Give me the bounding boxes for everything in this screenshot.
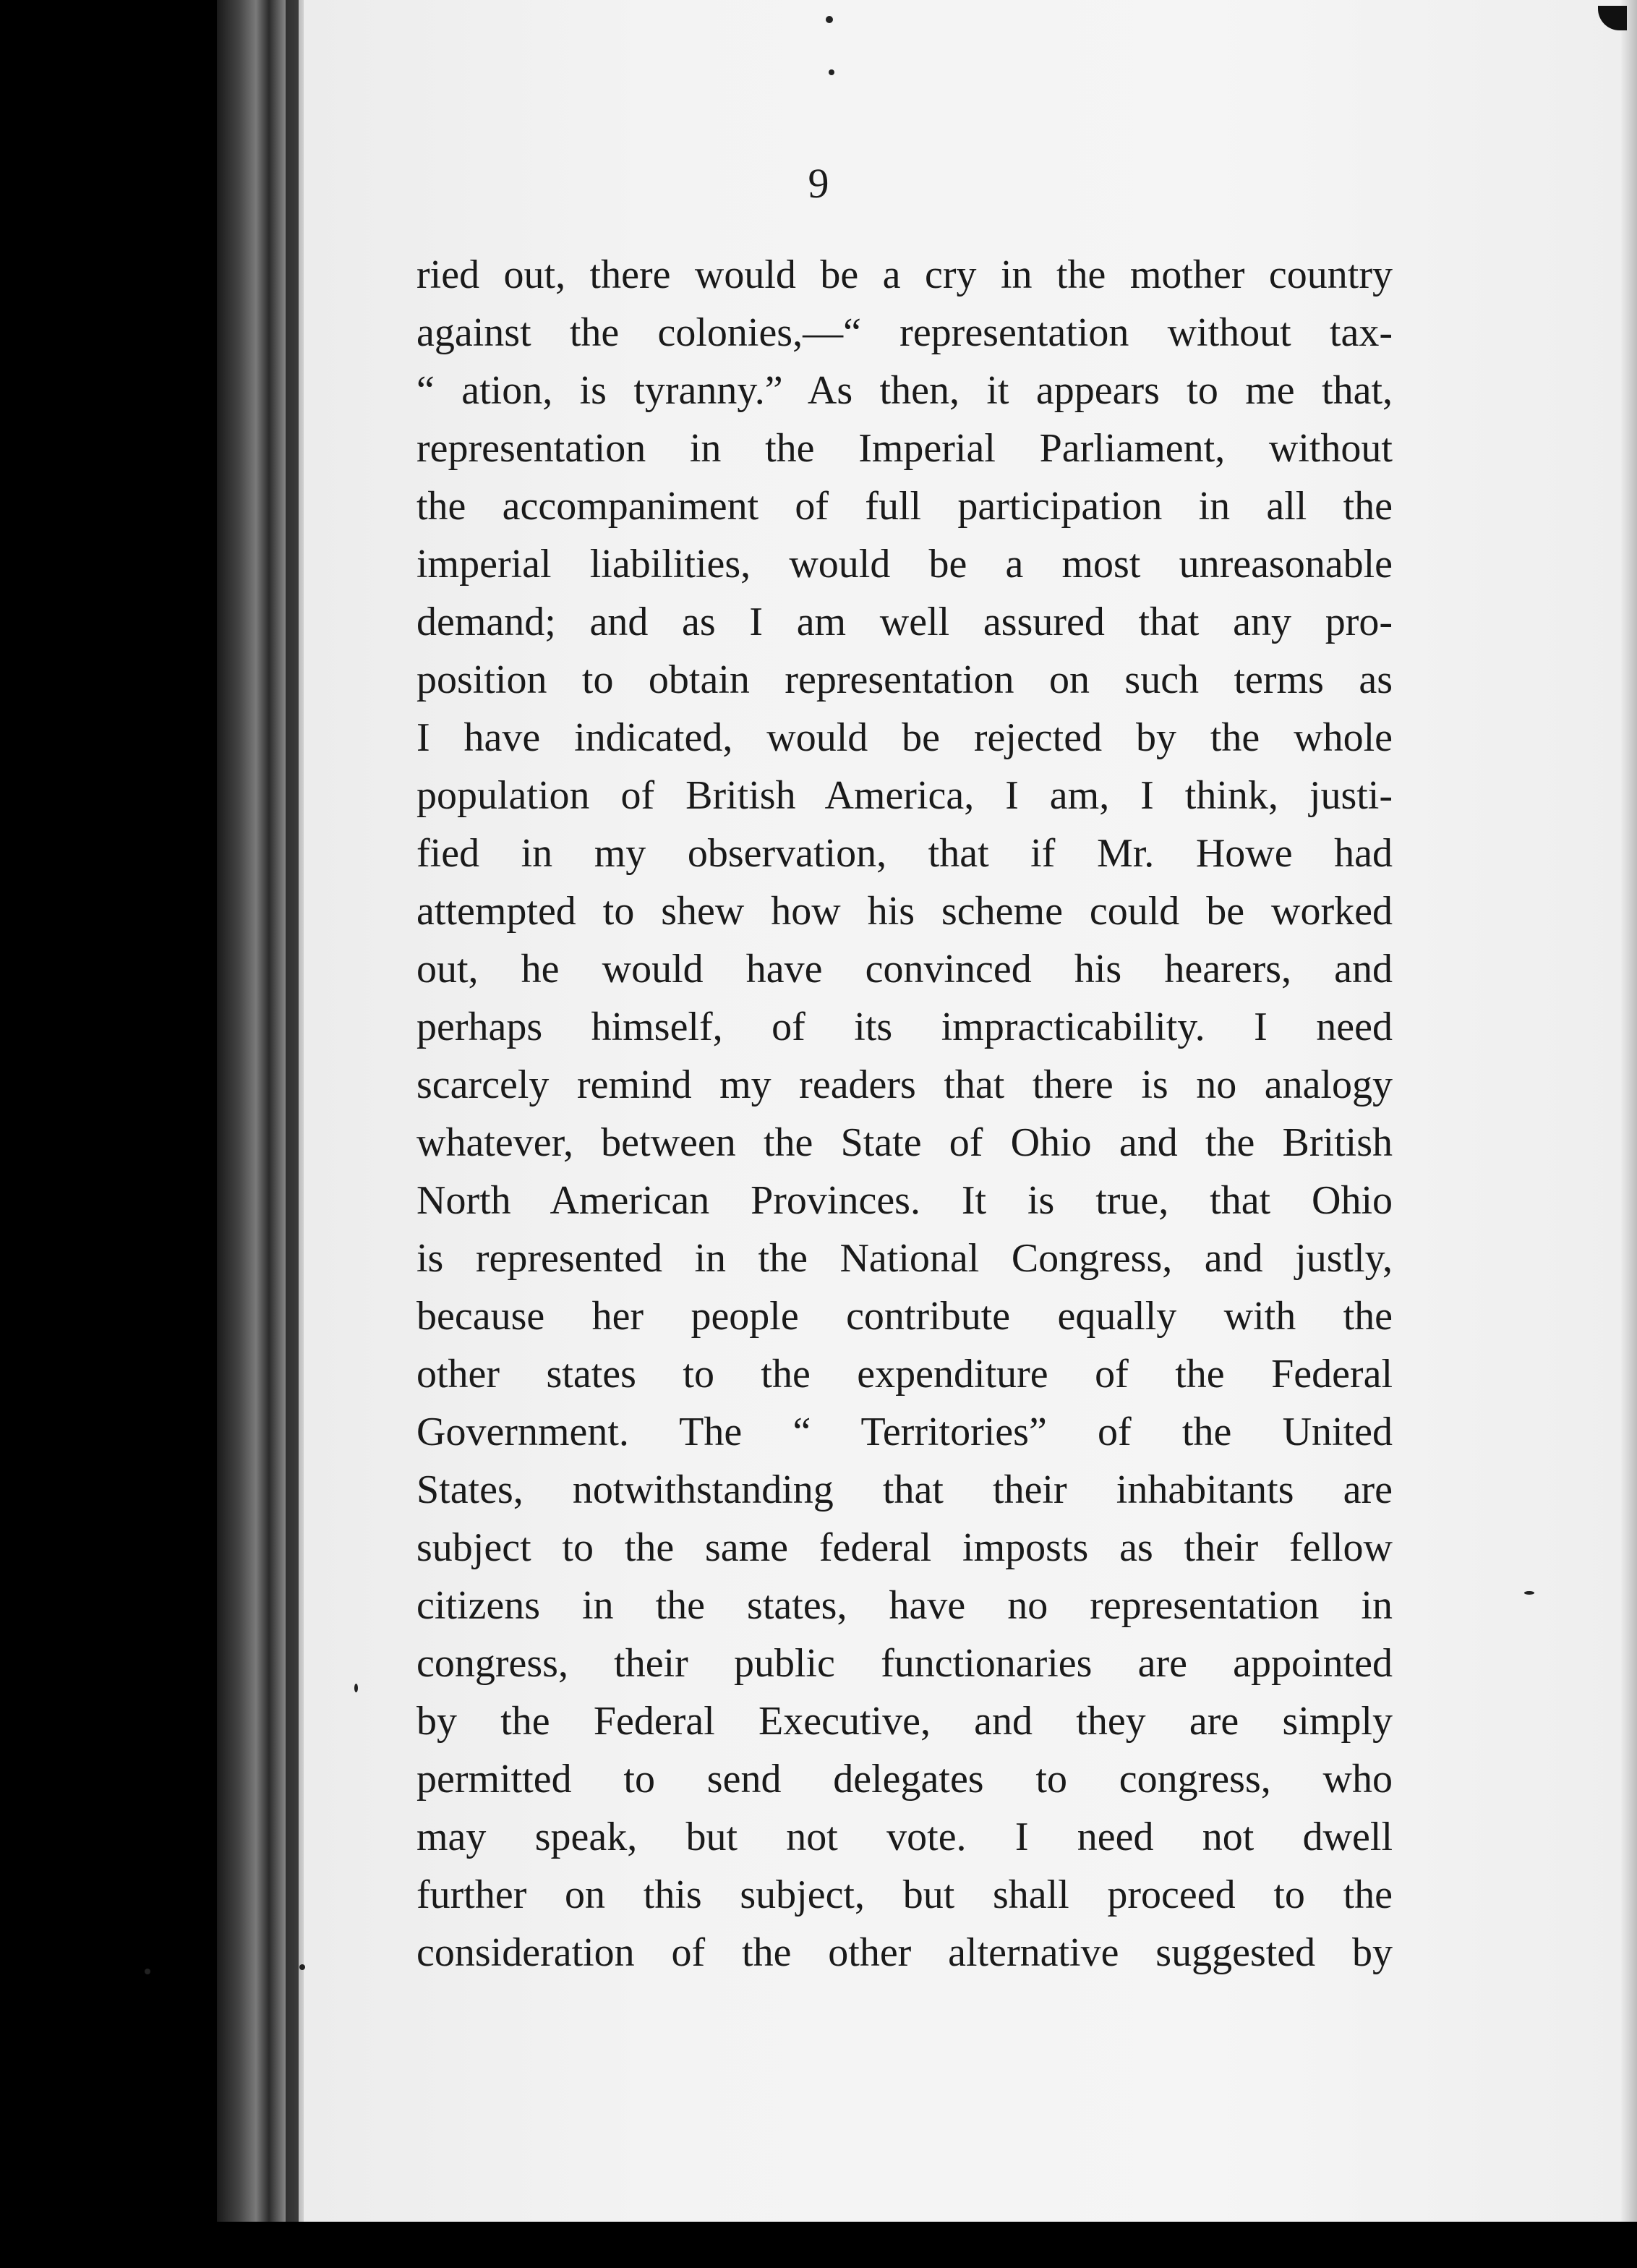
text-line: further on this subject, but shall proceed to the	[416, 1872, 1393, 1917]
text-line: North American Provinces. It is true, that Ohio	[416, 1178, 1393, 1223]
text-line: subject to the same federal imposts as their fellow	[416, 1525, 1393, 1570]
text-line: congress, their public functionaries are appointed	[416, 1641, 1393, 1686]
body-text	[416, 246, 1393, 1982]
text-line: demand; and as I am well assured that any pro-	[416, 600, 1393, 644]
text-line: “ ation, is tyranny.” As then, it appears to me that,	[416, 368, 1393, 413]
text-line: citizens in the states, have no representation in	[416, 1583, 1393, 1628]
text-line: imperial liabilities, would be a most unreasonable	[416, 542, 1393, 587]
scan-border-bottom	[0, 2222, 1637, 2268]
ink-speck	[145, 1969, 150, 1974]
text-line: Government. The “ Territories” of the United	[416, 1410, 1393, 1454]
text-line: because her people contribute equally with the	[416, 1294, 1393, 1339]
text-line: against the colonies,—“ representation without tax-	[416, 310, 1393, 355]
ink-speck	[299, 1964, 305, 1970]
text-line: representation in the Imperial Parliament, without	[416, 426, 1393, 471]
text-line: States, notwithstanding that their inhabitants are	[416, 1467, 1393, 1512]
ink-speck	[829, 69, 834, 75]
page-edge	[1620, 0, 1637, 2222]
text-line: attempted to shew how his scheme could be worked	[416, 889, 1393, 934]
text-line: consideration of the other alternative suggested by	[416, 1930, 1393, 1975]
text-line: permitted to send delegates to congress, who	[416, 1757, 1393, 1802]
ink-speck	[1524, 1591, 1534, 1595]
text-line: by the Federal Executive, and they are simply	[416, 1699, 1393, 1744]
ink-speck	[826, 16, 833, 23]
text-line: may speak, but not vote. I need not dwell	[416, 1815, 1393, 1859]
text-line: out, he would have convinced his hearers, and	[416, 947, 1393, 992]
text-line: ried out, there would be a cry in the mother country	[416, 252, 1393, 297]
text-line: I have indicated, would be rejected by the whole	[416, 715, 1393, 760]
text-line: population of British America, I am, I think, justi-	[416, 773, 1393, 818]
page-number: 9	[808, 160, 829, 207]
ink-speck	[354, 1684, 358, 1692]
binding-shadow	[286, 0, 299, 2222]
text-line: fied in my observation, that if Mr. Howe had	[416, 831, 1393, 876]
text-line: scarcely remind my readers that there is no analogy	[416, 1062, 1393, 1107]
text-line: whatever, between the State of Ohio and the British	[416, 1120, 1393, 1165]
text-line: is represented in the National Congress, and justly,	[416, 1236, 1393, 1281]
text-line: other states to the expenditure of the Federal	[416, 1352, 1393, 1397]
text-line: perhaps himself, of its impracticability. I need	[416, 1005, 1393, 1049]
text-line: position to obtain representation on such terms as	[416, 657, 1393, 702]
text-line: the accompaniment of full participation in all the	[416, 484, 1393, 529]
